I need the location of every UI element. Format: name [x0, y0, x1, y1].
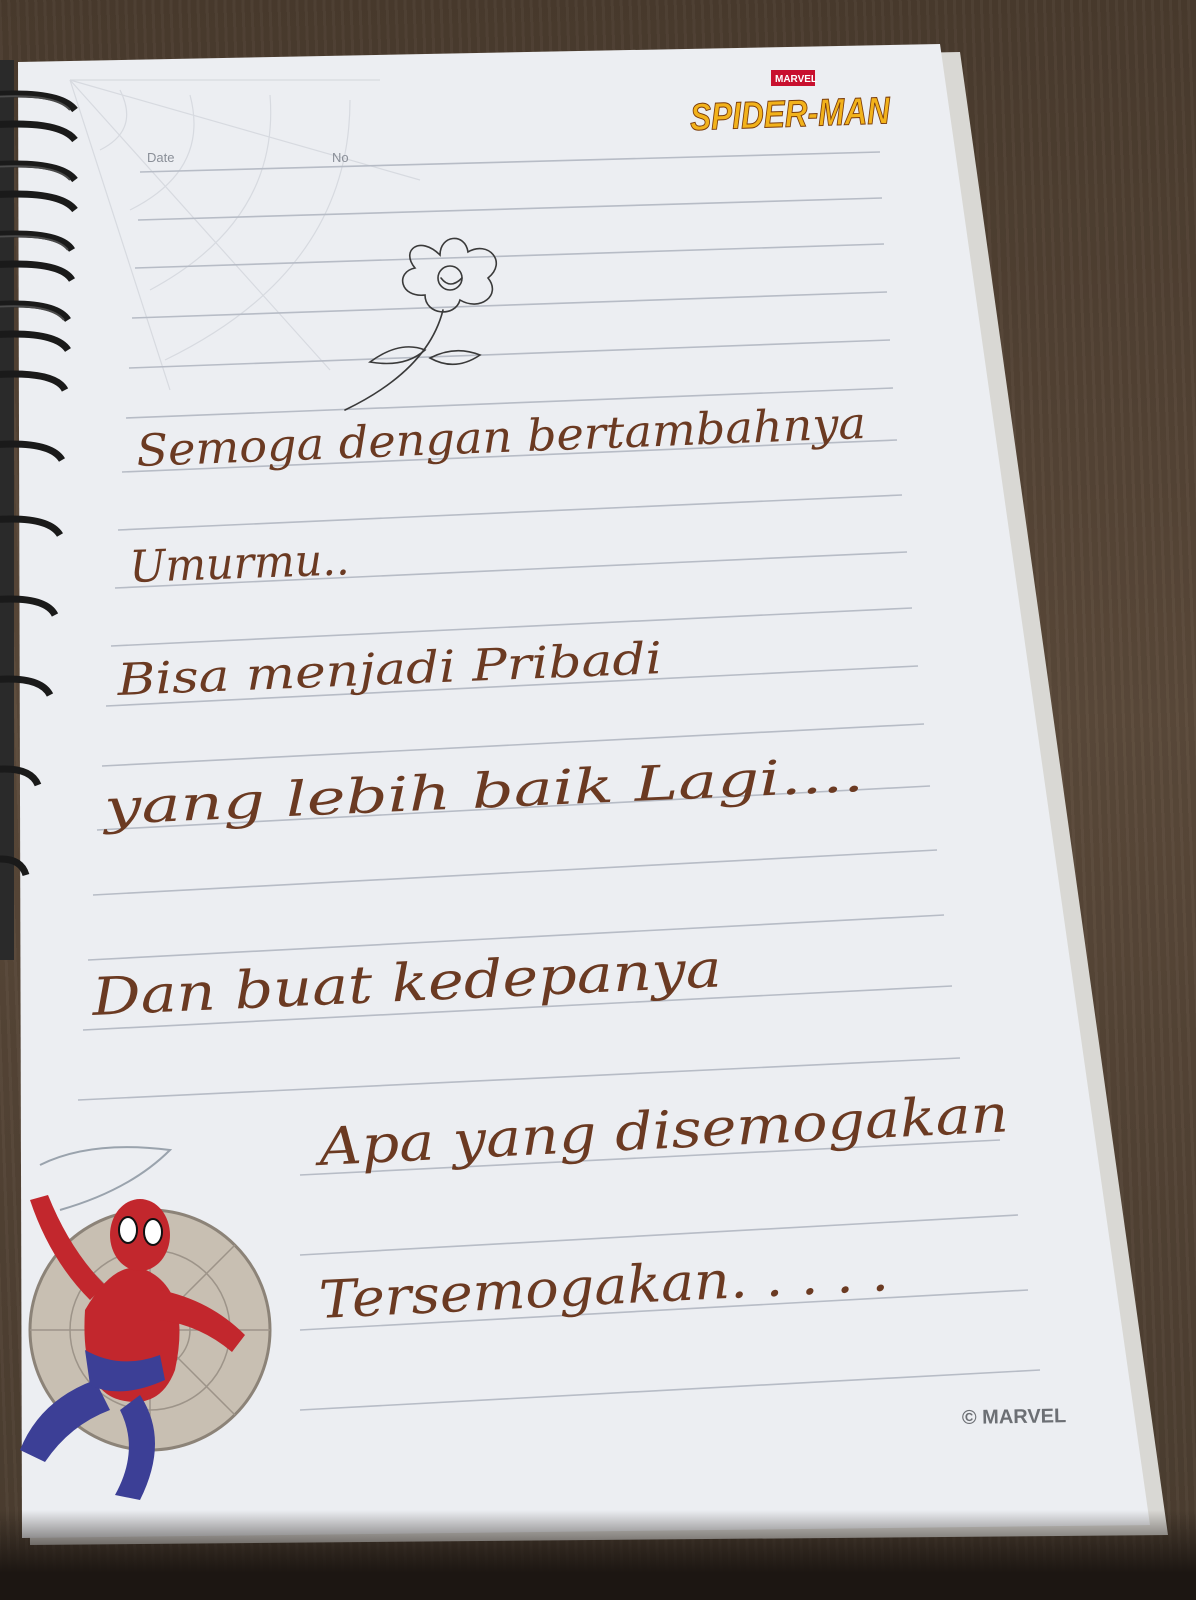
handwriting-line-6: Apa yang disemogakan: [317, 1088, 931, 1178]
number-label: No: [332, 150, 349, 165]
handwriting-line-7: Tersemogakan. . . . .: [317, 1244, 854, 1331]
spider-man-title: SPIDER-MAN: [689, 88, 932, 140]
table-shadow: [0, 1510, 1196, 1600]
handwriting-line-4: yang lebih baik Lagi....: [103, 755, 661, 836]
handwriting-line-5: Dan buat kedepanya: [90, 943, 636, 1028]
handwriting-line-1: Semoga dengan bertambahnya: [135, 399, 833, 477]
handwriting-line-2: Umurmu..: [128, 534, 357, 593]
date-label: Date: [147, 150, 175, 165]
marvel-badge-label: MARVEL: [775, 74, 818, 85]
copyright-text: © MARVEL: [961, 1405, 1067, 1429]
handwriting-line-3: Bisa menjadi Pribadi: [116, 636, 581, 706]
